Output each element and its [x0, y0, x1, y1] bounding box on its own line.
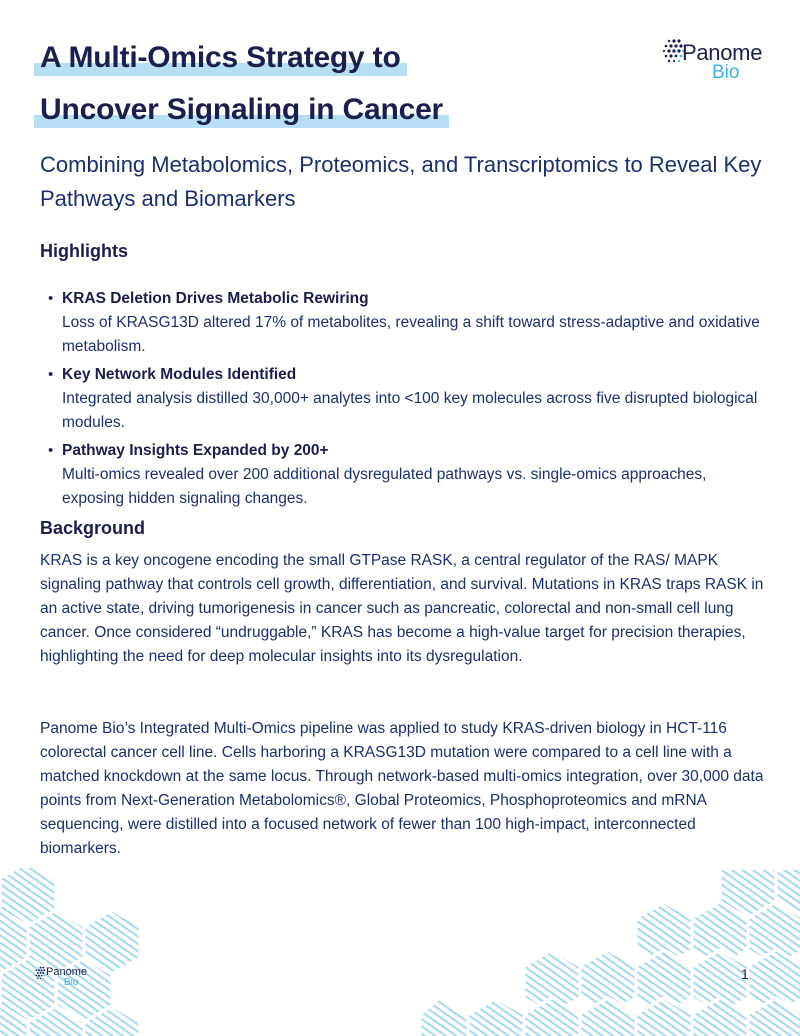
panome-bio-logo: [662, 32, 768, 84]
highlight-description: Integrated analysis distilled 30,000+ analytes into <100 key molecules across five disrupted biological modules.: [62, 390, 758, 431]
page-number: 1: [741, 966, 749, 982]
bullet-icon: •: [48, 442, 54, 459]
logo-sub-text: Bio: [712, 62, 740, 83]
title-block: [40, 38, 443, 142]
highlights-heading: Highlights: [40, 241, 128, 261]
bullet-icon: •: [48, 366, 54, 383]
page-title-line-2: Uncover Signaling in Cancer: [40, 90, 443, 130]
bullet-icon: •: [48, 290, 54, 307]
hexagon-pattern-left-decoration: [0, 868, 150, 1036]
footer-logo: [34, 960, 104, 994]
footer-logo-brand: Panome: [46, 966, 87, 978]
logo-brand-text: Panome: [682, 40, 763, 65]
footer-logo-sub: Bio: [64, 977, 79, 988]
hexagon-pattern-right-decoration: [420, 870, 800, 1036]
highlight-title: Key Network Modules Identified: [62, 366, 297, 383]
page-title-line-1: A Multi-Omics Strategy to: [40, 38, 401, 78]
page-subtitle: Combining Metabolomics, Proteomics, and Transcriptomics to Reveal Key Pathways and Biomarkers: [40, 152, 762, 211]
background-paragraph-2: Panome Bio’s Integrated Multi-Omics pipeline was applied to study KRAS-driven biology in HCT-116 colorectal cancer cell line. Cells harboring a KRASG13D mutation were compared to a cell line with a matched knockdown at the same locus. Through network-based multi-omics integration, over 30,000 data points from Next-Generation Metabolomics®, Global Proteomics, Phosphoproteomics and mRNA sequencing, were distilled into a focused network of fewer than 100 high-impact, interconnected biomarkers.: [40, 720, 764, 857]
highlight-title: KRAS Deletion Drives Metabolic Rewiring: [62, 290, 369, 307]
highlight-description: Multi-omics revealed over 200 additional dysregulated pathways vs. single-omics approaches, exposing hidden signaling changes.: [62, 466, 707, 507]
dots-logo-icon: [34, 966, 46, 982]
list-item: [48, 287, 768, 359]
dots-logo-icon: [662, 38, 684, 68]
background-heading: Background: [40, 518, 146, 538]
list-item: [48, 439, 768, 511]
highlights-list: [48, 287, 768, 515]
background-paragraph-1: KRAS is a key oncogene encoding the small GTPase RASK, a central regulator of the RAS/ MAPK signaling pathway that controls cell growth, differentiation, and survival. Mutations in KRAS traps RASK in an active state, driving tumorigenesis in cancer such as pancreatic, colorectal and non-small cell lung cancer. Once considered “undruggable,” KRAS has become a high-value target for precision therapies, highlighting the need for deep molecular insights into its dysregulation.: [40, 552, 764, 665]
list-item: [48, 363, 768, 435]
highlight-description: Loss of KRASG13D altered 17% of metabolites, revealing a shift toward stress-adaptive and oxidative metabolism.: [62, 314, 760, 355]
highlight-title: Pathway Insights Expanded by 200+: [62, 442, 329, 459]
